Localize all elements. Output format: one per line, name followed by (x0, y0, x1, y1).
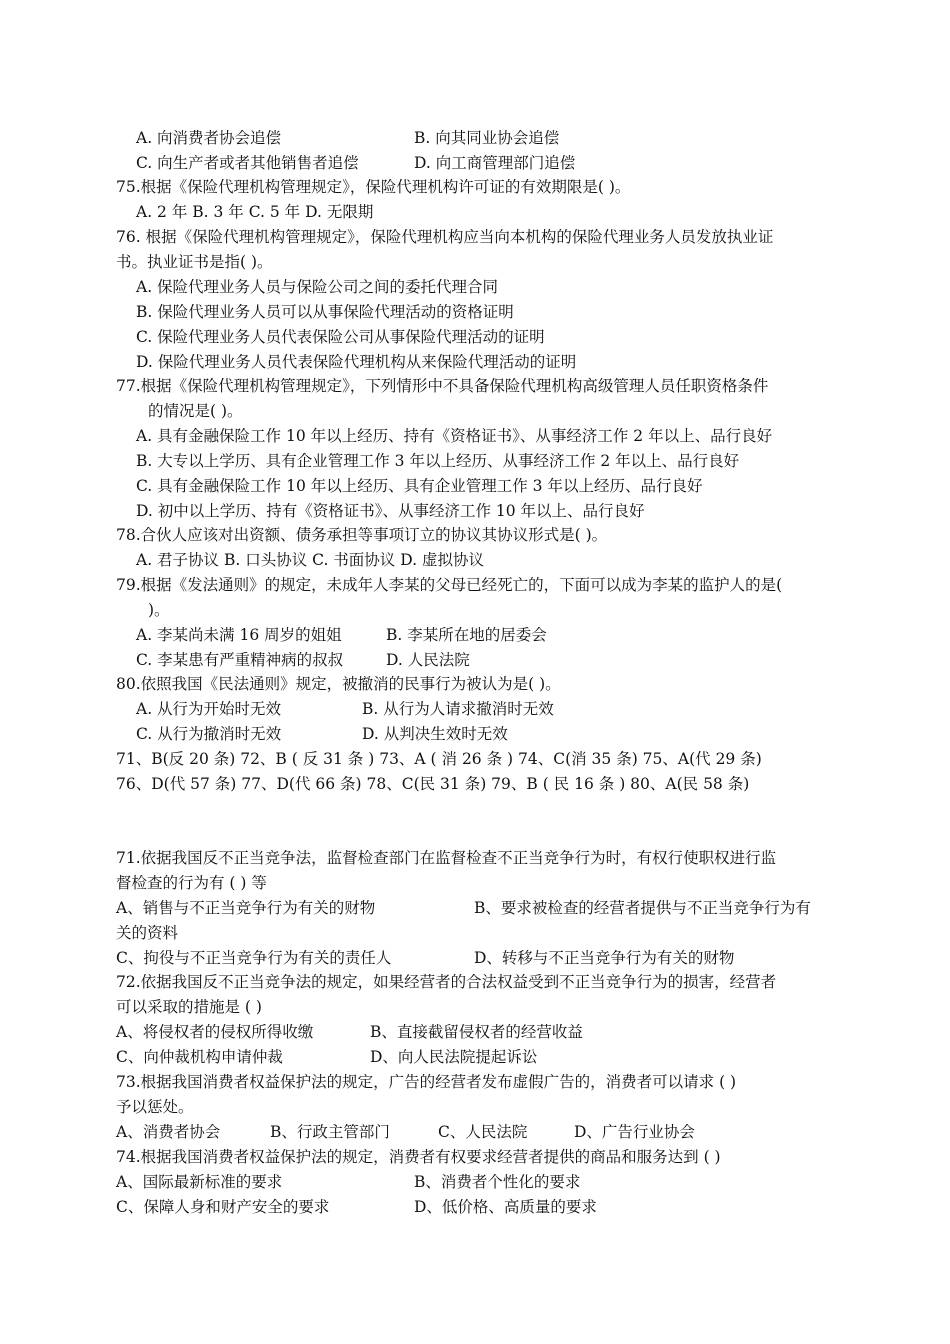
p2-q72-option-d: D、向人民法院提起诉讼 (370, 1048, 538, 1066)
q78-options: A. 君子协议 B. 口头协议 C. 书面协议 D. 虚拟协议 (136, 551, 484, 569)
q76-option-d: D. 保险代理业务人员代表保险代理机构从来保险代理活动的证明 (136, 353, 577, 371)
p2-q71-option-c: C、拘役与不正当竞争行为有关的责任人 (116, 949, 392, 967)
q75-stem: 75.根据《保险代理机构管理规定》，保险代理机构许可证的有效期限是( )。 (116, 178, 631, 196)
p2-q71-option-a: A、销售与不正当竞争行为有关的财物 (116, 899, 376, 917)
p2-q73-option-d: D、广告行业协会 (574, 1123, 695, 1141)
p2-q71-stem-line2: 督检查的行为有 ( ) 等 (116, 874, 267, 892)
q74-option-d: D. 向工商管理部门追偿 (414, 154, 576, 172)
q77-stem-line1: 77.根据《保险代理机构管理规定》，下列情形中不具备保险代理机构高级管理人员任职资格条件 (116, 377, 769, 395)
q74-option-b: B. 向其同业协会追偿 (414, 129, 560, 147)
q80-stem: 80.依照我国《民法通则》规定，被撤消的民事行为被认为是( )。 (116, 675, 561, 693)
q80-option-c: C. 从行为撤消时无效 (136, 725, 282, 743)
p2-q74-option-b: B、消费者个性化的要求 (414, 1173, 581, 1191)
p2-q73-stem-line2: 予以惩处。 (116, 1098, 194, 1116)
p2-q71-option-b: B、要求被检查的经营者提供与不正当竞争行为有 (474, 899, 811, 917)
q79-stem-line1: 79.根据《发法通则》的规定，未成年人李某的父母已经死亡的，下面可以成为李某的监护人的是( (116, 576, 783, 594)
answer-key-line2: 76、D(代 57 条) 77、D(代 66 条) 78、C(民 31 条) 79、B ( 民 16 条 ) 80、A(民 58 条) (116, 775, 750, 793)
q76-option-a: A. 保险代理业务人员与保险公司之间的委托代理合同 (136, 278, 499, 296)
q76-stem-line1: 76. 根据《保险代理机构管理规定》，保险代理机构应当向本机构的保险代理业务人员发放执业证 (116, 228, 774, 246)
q79-stem-line2: )。 (148, 601, 170, 619)
p2-q72-stem-line2: 可以采取的措施是 ( ) (116, 998, 262, 1016)
answer-key-line1: 71、B(反 20 条) 72、B ( 反 31 条 ) 73、A ( 消 26 条 ) 74、C(消 35 条) 75、A(代 29 条) (116, 750, 762, 768)
p2-q74-option-a: A、国际最新标准的要求 (116, 1173, 283, 1191)
q74-option-c: C. 向生产者或者其他销售者追偿 (136, 154, 359, 172)
q75-options: A. 2 年 B. 3 年 C. 5 年 D. 无限期 (136, 203, 374, 221)
q77-option-a: A. 具有金融保险工作 10 年以上经历、持有《资格证书》、从事经济工作 2 年以上、品行良好 (136, 427, 773, 445)
q79-option-b: B. 李某所在地的居委会 (386, 626, 547, 644)
q79-option-a: A. 李某尚未满 16 周岁的姐姐 (136, 626, 342, 644)
q76-option-b: B. 保险代理业务人员可以从事保险代理活动的资格证明 (136, 303, 514, 321)
p2-q71-stem-line1: 71.依据我国反不正当竞争法，监督检查部门在监督检查不正当竞争行为时，有权行使职权进行监 (116, 849, 777, 867)
p2-q73-option-a: A、消费者协会 (116, 1123, 221, 1141)
q79-option-d: D. 人民法院 (386, 651, 470, 669)
p2-q74-option-c: C、保障人身和财产安全的要求 (116, 1198, 330, 1216)
p2-q73-option-c: C、人民法院 (438, 1123, 528, 1141)
p2-q72-stem-line1: 72.依据我国反不正当竞争法的规定，如果经营者的合法权益受到不正当竞争行为的损害，经营者 (116, 973, 777, 991)
q78-stem: 78.合伙人应该对出资额、债务承担等事项订立的协议其协议形式是( )。 (116, 526, 608, 544)
q77-option-b: B. 大专以上学历、具有企业管理工作 3 年以上经历、从事经济工作 2 年以上、品行良好 (136, 452, 740, 470)
q80-option-d: D. 从判决生效时无效 (362, 725, 508, 743)
p2-q72-option-b: B、直接截留侵权者的经营收益 (370, 1023, 583, 1041)
q80-option-b: B. 从行为人请求撤消时无效 (362, 700, 554, 718)
p2-q74-stem: 74.根据我国消费者权益保护法的规定，消费者有权要求经营者提供的商品和服务达到 ( ) (116, 1148, 721, 1166)
p2-q74-option-d: D、低价格、高质量的要求 (414, 1198, 597, 1216)
q74-option-a: A. 向消费者协会追偿 (136, 129, 282, 147)
p2-q73-option-b: B、行政主管部门 (270, 1123, 390, 1141)
p2-q71-option-d: D、转移与不正当竞争行为有关的财物 (474, 949, 735, 967)
p2-q71-option-b-cont: 关的资料 (116, 924, 179, 942)
q79-option-c: C. 李某患有严重精神病的叔叔 (136, 651, 344, 669)
p2-q72-option-a: A、将侵权者的侵权所得收缴 (116, 1023, 314, 1041)
q77-option-c: C. 具有金融保险工作 10 年以上经历、具有企业管理工作 3 年以上经历、品行良好 (136, 477, 703, 495)
q77-stem-line2: 的情况是( )。 (148, 402, 243, 420)
q77-option-d: D. 初中以上学历、持有《资格证书》、从事经济工作 10 年以上、品行良好 (136, 502, 645, 520)
q80-option-a: A. 从行为开始时无效 (136, 700, 282, 718)
p2-q72-option-c: C、向仲裁机构申请仲裁 (116, 1048, 283, 1066)
q76-stem-line2: 书。执业证书是指( )。 (116, 253, 273, 271)
p2-q73-stem-line1: 73.根据我国消费者权益保护法的规定，广告的经营者发布虚假广告的，消费者可以请求 ( ) (116, 1073, 737, 1091)
q76-option-c: C. 保险代理业务人员代表保险公司从事保险代理活动的证明 (136, 328, 545, 346)
